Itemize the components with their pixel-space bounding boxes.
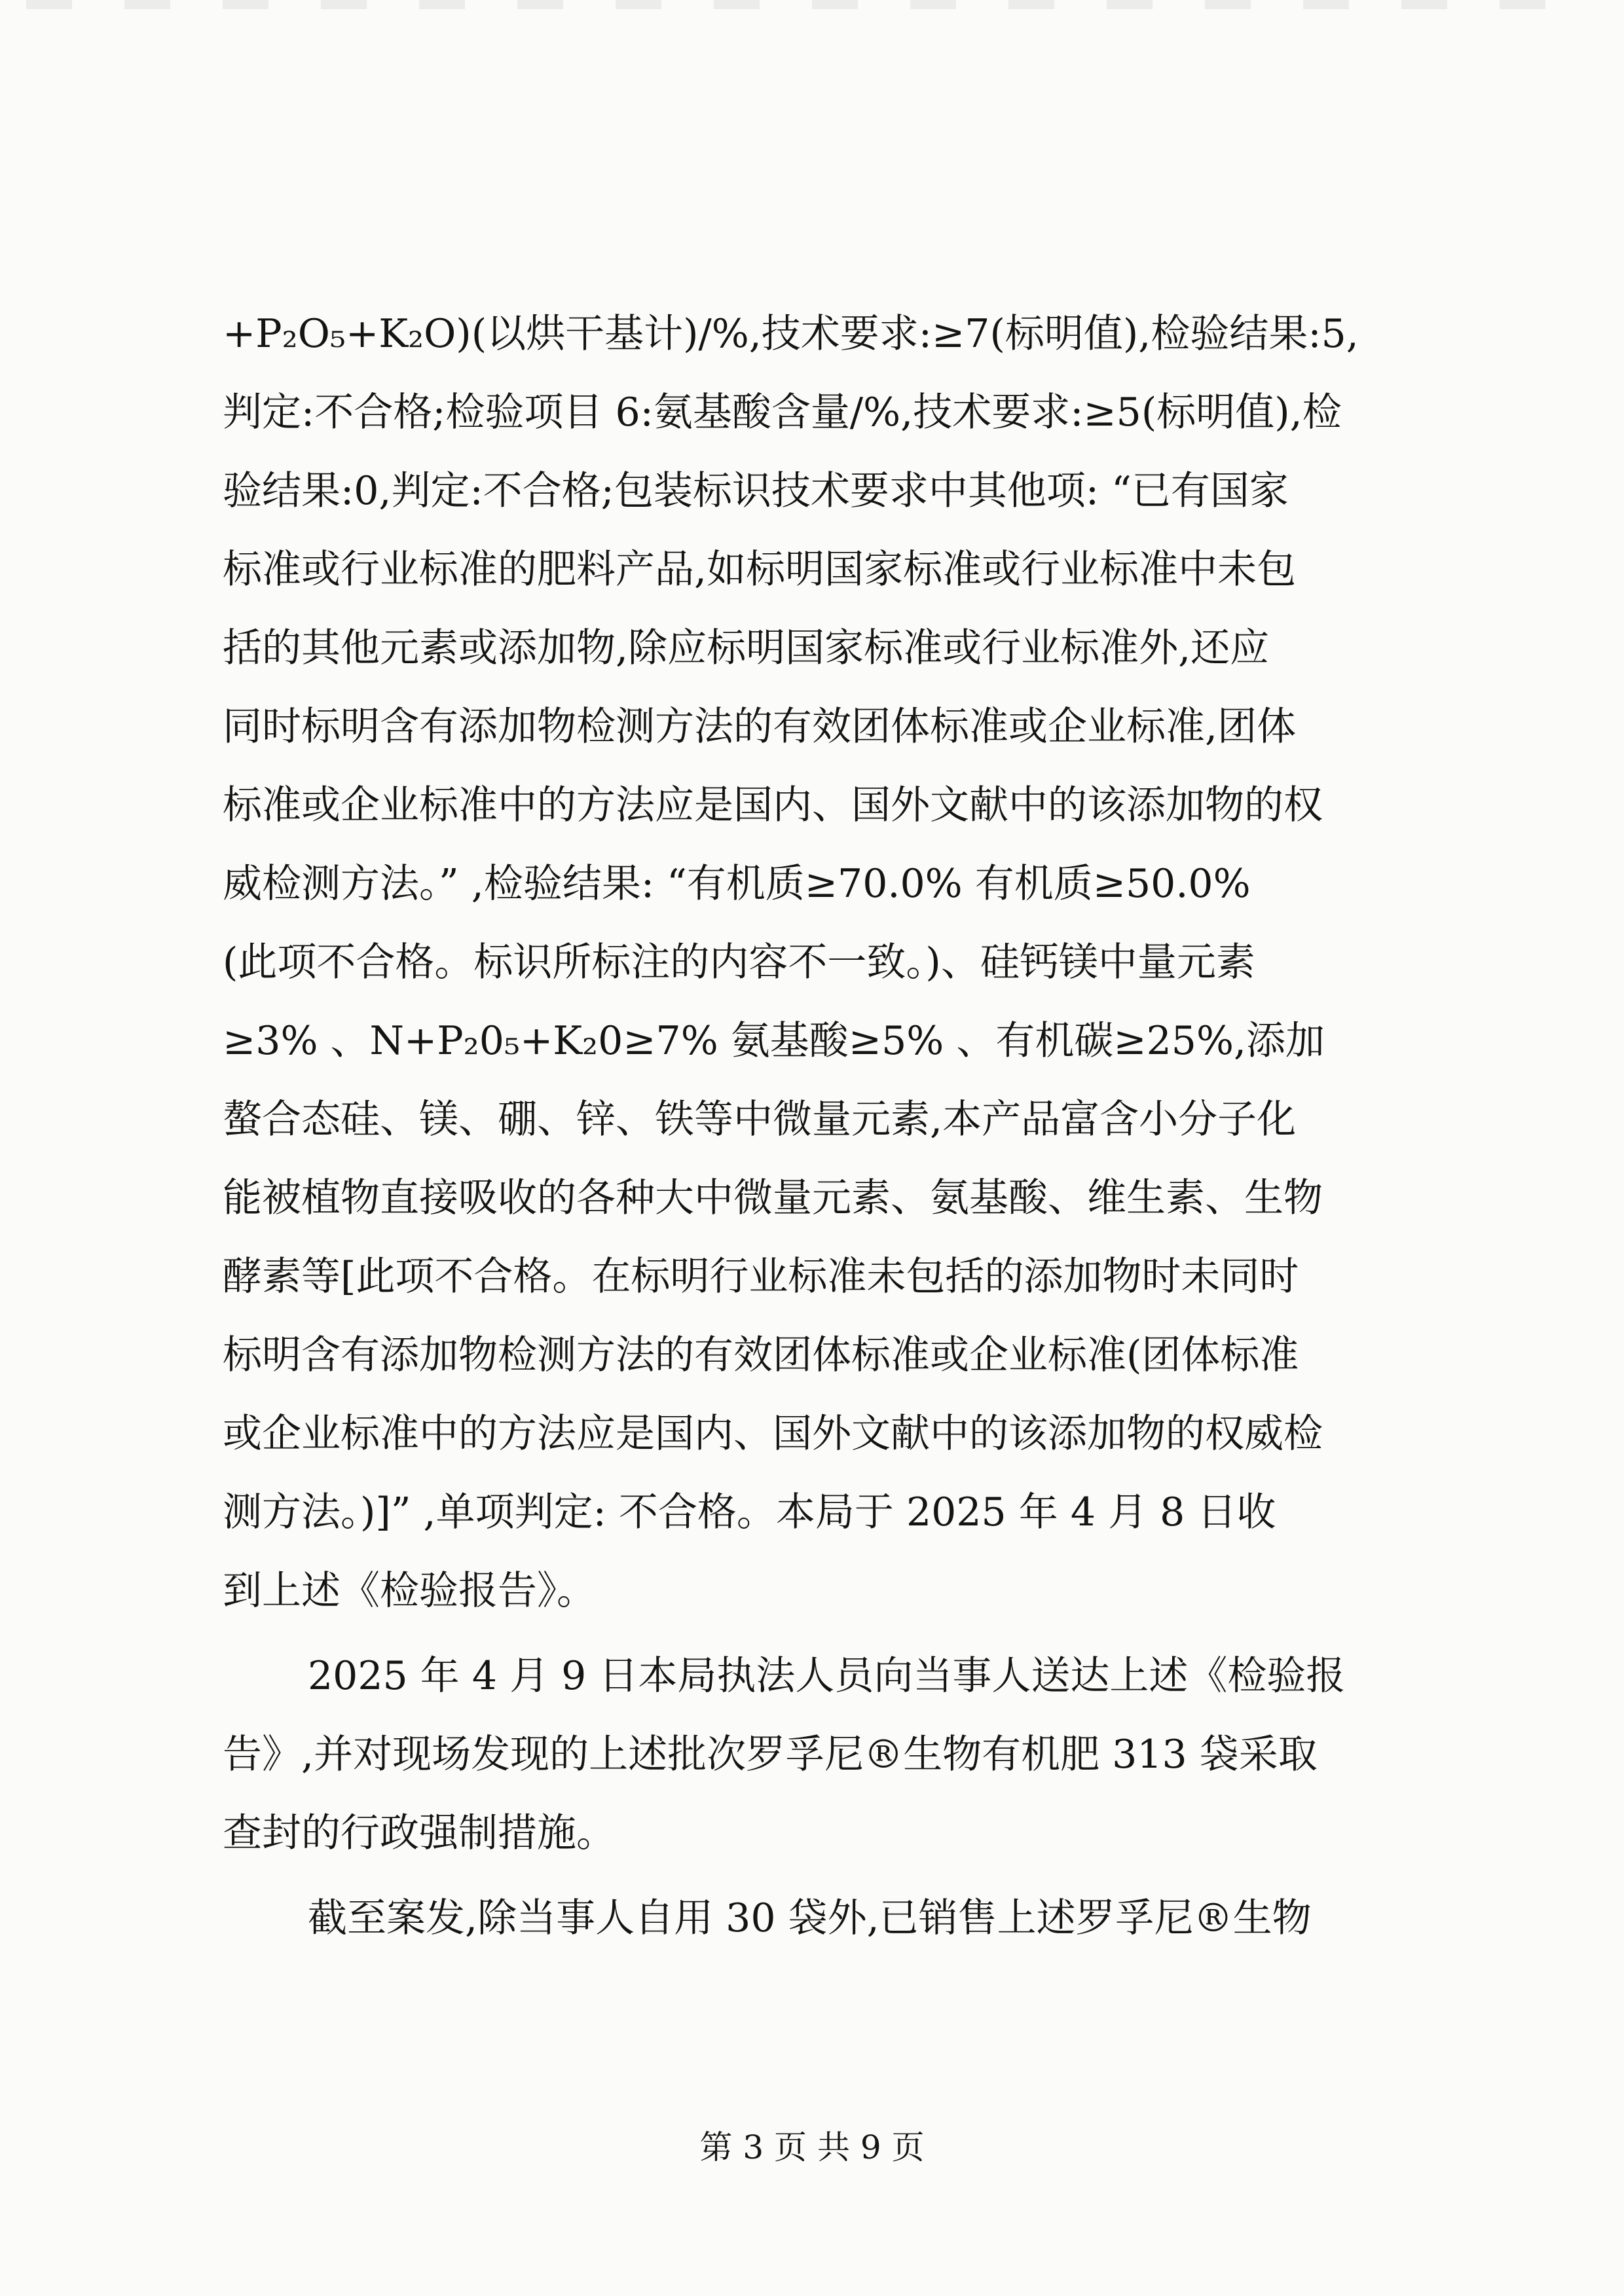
body-line-15: 或企业标准中的方法应是国内、国外文献中的该添加物的权威检 [223, 1411, 1323, 1457]
body-line-4: 标准或行业标准的肥料产品,如标明国家标准或行业标准中未包 [223, 547, 1297, 592]
body-line-6: 同时标明含有添加物检测方法的有效团体标准或企业标准,团体 [223, 704, 1297, 750]
body-line-12: 能被植物直接吸收的各种大中微量元素、氨基酸、维生素、生物 [223, 1175, 1323, 1221]
body-line-9: (此项不合格。标识所标注的内容不一致。)、硅钙镁中量元素 [223, 939, 1255, 985]
body-line-14: 标明含有添加物检测方法的有效团体标准或企业标准(团体标准 [223, 1332, 1299, 1378]
body-line-16: 测方法。)]” ,单项判定: 不合格。本局于 2025 年 4 月 8 日收 [223, 1489, 1276, 1535]
body-line-7: 标准或企业标准中的方法应是国内、国外文献中的该添加物的权 [223, 782, 1323, 828]
body-line-1: +P₂O₅+K₂O)(以烘干基计)/%,技术要求:≥7(标明值),检验结果:5, [223, 311, 1359, 357]
page-number: 第 3 页 共 9 页 [699, 2128, 925, 2166]
paragraph-delivery-line-2: 告》,并对现场发现的上述批次罗孚尼®生物有机肥 313 袋采取 [223, 1732, 1318, 1777]
body-line-5: 括的其他元素或添加物,除应标明国家标准或行业标准外,还应 [223, 625, 1270, 671]
body-line-10: ≥3% 、N+P₂0₅+K₂0≥7% 氨基酸≥5% 、有机碳≥25%,添加 [223, 1018, 1325, 1064]
body-line-13: 酵素等[此项不合格。在标明行业标准未包括的添加物时未同时 [223, 1254, 1299, 1300]
body-line-2: 判定:不合格;检验项目 6:氨基酸含量/%,技术要求:≥5(标明值),检 [223, 390, 1342, 435]
scan-edge-artifact [26, 0, 1598, 9]
paragraph-delivery-line-1: 2025 年 4 月 9 日本局执法人员向当事人送达上述《检验报 [308, 1653, 1346, 1699]
body-line-3: 验结果:0,判定:不合格;包装标识技术要求中其他项: “已有国家 [223, 468, 1289, 514]
body-line-11: 螯合态硅、镁、硼、锌、铁等中微量元素,本产品富含小分子化 [223, 1097, 1297, 1142]
body-line-8: 威检测方法。” ,检验结果: “有机质≥70.0% 有机质≥50.0% [223, 861, 1251, 907]
body-line-17: 到上述《检验报告》。 [223, 1568, 596, 1614]
paragraph-delivery-line-3: 查封的行政强制措施。 [223, 1810, 616, 1856]
paragraph-sales-line-1: 截至案发,除当事人自用 30 袋外,已销售上述罗孚尼®生物 [308, 1895, 1312, 1941]
